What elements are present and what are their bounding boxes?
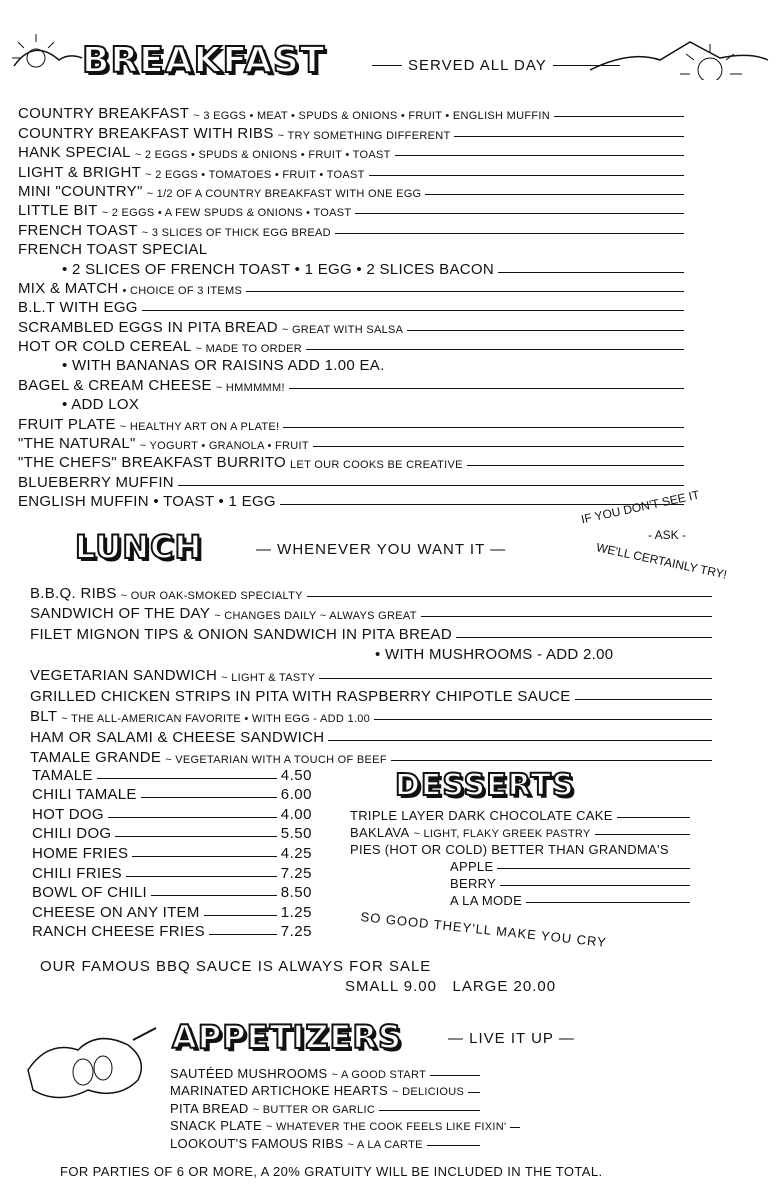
- menu-item-description: ~ 3 EGGS • MEAT • SPUDS & ONIONS • FRUIT • ENGLISH MUFFIN: [193, 110, 551, 123]
- menu-item-name: MARINATED ARTICHOKE HEARTS: [170, 1083, 389, 1099]
- menu-item-name: MIX & MATCH: [18, 279, 119, 297]
- menu-item-name: HOME FRIES: [32, 844, 129, 862]
- leader-line: [430, 1075, 480, 1076]
- menu-item: [32, 921, 312, 941]
- menu-item: [18, 219, 684, 238]
- menu-item-description: ~ CHANGES DAILY ~ ALWAYS GREAT: [214, 610, 417, 623]
- bbq-sauce-prices: SMALL 9.00 LARGE 20.00: [345, 978, 557, 995]
- gratuity-footer: FOR PARTIES OF 6 OR MORE, A 20% GRATUITY WILL BE INCLUDED IN THE TOTAL.: [60, 1164, 603, 1179]
- leader-line: [142, 310, 684, 311]
- menu-item: [30, 684, 712, 705]
- leader-line: [391, 760, 712, 761]
- leader-line: [178, 485, 684, 486]
- menu-item: [18, 161, 684, 180]
- menu-item-name: COUNTRY BREAKFAST WITH RIBS: [18, 124, 274, 142]
- menu-item-name: HAM OR SALAMI & CHEESE SANDWICH: [30, 728, 325, 746]
- menu-item-name: FILET MIGNON TIPS & ONION SANDWICH IN PITA BREAD: [30, 625, 452, 643]
- leader-line: [289, 388, 684, 389]
- leader-line: [283, 427, 684, 428]
- menu-item-name: GRILLED CHICKEN STRIPS IN PITA WITH RASPBERRY CHIPOTLE SAUCE: [30, 687, 571, 705]
- menu-item: [32, 862, 312, 882]
- menu-item-description: ~ A LA CARTE: [347, 1138, 423, 1151]
- leader-line: [468, 1092, 480, 1093]
- leader-line: [204, 915, 277, 916]
- menu-item-name: SANDWICH OF THE DAY: [30, 605, 211, 623]
- menu-item-description: ~ BUTTER OR GARLIC: [252, 1103, 376, 1116]
- menu-item: [32, 823, 312, 843]
- breakfast-title: BREAKFAST: [82, 40, 326, 81]
- leader-line: [151, 895, 277, 896]
- menu-item: [350, 874, 690, 891]
- menu-item: [32, 901, 312, 921]
- menu-item-name: SNACK PLATE: [170, 1118, 262, 1134]
- menu-item-name: CHILI FRIES: [32, 864, 122, 882]
- leader-line: [328, 740, 712, 741]
- menu-item-description: ~ 2 EGGS • TOMATOES • FRUIT • TOAST: [145, 168, 365, 181]
- leader-line: [97, 778, 277, 779]
- menu-item-description: ~ LIGHT, FLAKY GREEK PASTRY: [413, 828, 591, 840]
- menu-item: [18, 278, 684, 297]
- menu-item: [30, 622, 712, 643]
- menu-item: [32, 803, 312, 823]
- menu-item: [170, 1081, 480, 1099]
- menu-item-name: BAKLAVA: [350, 825, 410, 840]
- menu-item: [350, 840, 690, 857]
- menu-item: [30, 725, 712, 746]
- menu-item: [18, 471, 684, 490]
- lunch-subtitle: — WHENEVER YOU WANT IT —: [256, 541, 507, 558]
- menu-item: [32, 784, 312, 804]
- menu-item-name: FRENCH TOAST: [18, 221, 138, 239]
- menu-item-name: LOOKOUT'S FAMOUS RIBS: [170, 1135, 344, 1151]
- leader-line: [307, 596, 712, 597]
- menu-item-name: A LA MODE: [450, 893, 523, 908]
- menu-item: [350, 823, 690, 840]
- menu-item-price: 8.50: [280, 884, 312, 902]
- menu-item-name: FRUIT PLATE: [18, 415, 116, 433]
- menu-item-name: VEGETARIAN SANDWICH: [30, 666, 218, 684]
- leader-line: [454, 136, 684, 137]
- menu-item: [18, 491, 684, 510]
- desserts-tagline: SO GOOD THEY'LL MAKE YOU CRY: [359, 909, 608, 950]
- menu-item: [32, 882, 312, 902]
- leader-line: [306, 349, 684, 350]
- leader-line: [425, 194, 684, 195]
- leader-line: [379, 1110, 480, 1111]
- sunrise-left-icon: [4, 28, 84, 68]
- leader-line: [427, 1145, 480, 1146]
- menu-item: [18, 142, 684, 161]
- appetizers-title: APPETIZERS: [172, 1018, 403, 1056]
- leader-line: [467, 465, 684, 466]
- menu-item-name: HANK SPECIAL: [18, 144, 131, 162]
- leader-line: [595, 834, 690, 835]
- leader-line: [369, 175, 684, 176]
- menu-item-description: ~ VEGETARIAN WITH A TOUCH OF BEEF: [165, 754, 387, 767]
- menu-item: [18, 200, 684, 219]
- menu-item-description: ~ THE ALL-AMERICAN FAVORITE • WITH EGG - ADD 1.00: [61, 713, 371, 726]
- desserts-title: DESSERTS: [395, 768, 575, 803]
- lunch-aside-2: - ASK -: [648, 528, 687, 542]
- menu-item-description: • CHOICE OF 3 ITEMS: [122, 284, 243, 297]
- menu-item-description: ~ 2 EGGS • A FEW SPUDS & ONIONS • TOAST: [101, 207, 352, 220]
- leader-line: [497, 868, 690, 869]
- menu-item-name: • 2 SLICES OF FRENCH TOAST • 1 EGG • 2 SLICES BACON: [62, 260, 495, 278]
- menu-item: [30, 663, 712, 684]
- menu-item-description: LET OUR COOKS BE CREATIVE: [290, 459, 463, 472]
- leader-line: [421, 616, 712, 617]
- menu-item: [18, 394, 684, 413]
- menu-item-name: CHILI DOG: [32, 825, 112, 843]
- menu-item: [18, 181, 684, 200]
- leader-line: [510, 1127, 520, 1128]
- menu-item: [350, 891, 690, 908]
- leader-line: [395, 155, 684, 156]
- menu-item-name: RANCH CHEESE FRIES: [32, 923, 205, 941]
- menu-item-description: ~ HMMMMM!: [215, 381, 285, 394]
- menu-item: [18, 433, 684, 452]
- bbq-sauce-note: OUR FAMOUS BBQ SAUCE IS ALWAYS FOR SALE: [40, 958, 432, 975]
- menu-item-description: ~ OUR OAK-SMOKED SPECIALTY: [120, 589, 303, 602]
- menu-item-name: • WITH BANANAS OR RAISINS ADD 1.00 EA.: [62, 357, 385, 375]
- menu-item-description: ~ 1/2 OF A COUNTRY BREAKFAST WITH ONE EGG: [146, 187, 422, 200]
- leader-line: [498, 272, 684, 273]
- lunch-aside-3: WE'LL CERTAINLY TRY!: [595, 540, 729, 582]
- menu-item: [18, 355, 684, 374]
- leader-line: [141, 797, 277, 798]
- menu-item-description: ~ 2 EGGS • SPUDS & ONIONS • FRUIT • TOAST: [134, 149, 391, 162]
- leader-line: [575, 699, 712, 700]
- leader-line: [209, 934, 277, 935]
- menu-item-name: PITA BREAD: [170, 1100, 249, 1116]
- menu-item-name: COUNTRY BREAKFAST: [18, 105, 190, 123]
- menu-item-name: CHEESE ON ANY ITEM: [32, 903, 200, 921]
- menu-item-name: "THE NATURAL": [18, 435, 136, 453]
- menu-item-name: BLUEBERRY MUFFIN: [18, 473, 174, 491]
- menu-item-name: TRIPLE LAYER DARK CHOCOLATE CAKE: [350, 808, 613, 823]
- menu-item: [18, 336, 684, 355]
- menu-item: [18, 316, 684, 335]
- menu-item-name: • ADD LOX: [62, 396, 140, 414]
- menu-item-name: TAMALE GRANDE: [30, 749, 162, 767]
- menu-item-price: 5.50: [280, 825, 312, 843]
- breakfast-subtitle: SERVED ALL DAY: [372, 57, 620, 74]
- menu-item-name: BERRY: [450, 876, 497, 891]
- leader-line: [617, 817, 690, 818]
- menu-item-price: 7.25: [280, 923, 312, 941]
- menu-item: [18, 297, 684, 316]
- menu-item-name: BOWL OF CHILI: [32, 884, 148, 902]
- menu-item: [30, 705, 712, 726]
- menu-item-name: B.L.T WITH EGG: [18, 299, 138, 317]
- menu-item-name: B.B.Q. RIBS: [30, 584, 117, 602]
- menu-item-name: HOT OR COLD CEREAL: [18, 338, 192, 356]
- menu-item-description: ~ WHATEVER THE COOK FEELS LIKE FIXIN': [265, 1121, 507, 1134]
- menu-item: [18, 103, 684, 122]
- menu-item-name: LIGHT & BRIGHT: [18, 163, 142, 181]
- menu-item: [30, 581, 712, 602]
- menu-item-name: SCRAMBLED EGGS IN PITA BREAD: [18, 318, 278, 336]
- menu-item-name: APPLE: [450, 859, 494, 874]
- lunch-priced-list: [32, 764, 312, 940]
- menu-item-name: "THE CHEFS" BREAKFAST BURRITO: [18, 454, 287, 472]
- menu-item: [350, 857, 690, 874]
- breakfast-list: [18, 103, 684, 510]
- menu-item-price: 4.25: [280, 844, 312, 862]
- menu-item-name: • WITH MUSHROOMS - ADD 2.00: [375, 646, 614, 664]
- menu-item-name: CHILI TAMALE: [32, 786, 137, 804]
- menu-item: [170, 1116, 507, 1134]
- menu-item-name: HOT DOG: [32, 805, 104, 823]
- leader-line: [313, 446, 684, 447]
- menu-item-description: ~ MADE TO ORDER: [195, 343, 302, 356]
- menu-item: [170, 1063, 480, 1081]
- menu-item-price: 6.00: [280, 786, 312, 804]
- menu-item: [18, 122, 684, 141]
- menu-item: [170, 1133, 480, 1151]
- lunch-title: LUNCH: [75, 528, 203, 566]
- lunch-aside-1: IF YOU DON'T SEE IT: [579, 487, 701, 527]
- leader-line: [456, 637, 712, 638]
- menu-item-description: ~ TRY SOMETHING DIFFERENT: [277, 129, 451, 142]
- menu-item: [30, 643, 712, 664]
- menu-item: [18, 239, 684, 258]
- menu-item-description: ~ DELICIOUS: [392, 1086, 465, 1099]
- appetizers-subtitle: — LIVE IT UP —: [448, 1030, 575, 1047]
- menu-item-description: ~ GREAT WITH SALSA: [281, 323, 404, 336]
- leader-line: [554, 116, 684, 117]
- leader-line: [319, 678, 712, 679]
- leader-line: [335, 233, 684, 234]
- menu-item-name: BLT: [30, 708, 58, 726]
- menu-item: [30, 602, 712, 623]
- appetizers-list: [170, 1063, 507, 1151]
- menu-item-description: ~ YOGURT • GRANOLA • FRUIT: [139, 440, 309, 453]
- lunch-list: [30, 581, 712, 766]
- leader-line: [108, 817, 277, 818]
- menu-item-name: MINI "COUNTRY": [18, 182, 143, 200]
- menu-item: [350, 806, 690, 823]
- menu-item-name: SAUTÉED MUSHROOMS: [170, 1065, 328, 1081]
- menu-item-name: LITTLE BIT: [18, 202, 98, 220]
- menu-item-name: BAGEL & CREAM CHEESE: [18, 376, 212, 394]
- menu-item-description: ~ A GOOD START: [331, 1068, 427, 1081]
- menu-item-description: ~ 3 SLICES OF THICK EGG BREAD: [141, 226, 331, 239]
- leader-line: [126, 876, 277, 877]
- menu-item-price: 1.25: [280, 903, 312, 921]
- menu-item-name: ENGLISH MUFFIN • TOAST • 1 EGG: [18, 493, 276, 511]
- menu-item-description: ~ LIGHT & TASTY: [221, 671, 316, 684]
- menu-item-price: 4.50: [280, 766, 312, 784]
- menu-item: [32, 764, 312, 784]
- menu-item-name: TAMALE: [32, 766, 93, 784]
- leader-line: [526, 902, 690, 903]
- menu-item-price: 7.25: [280, 864, 312, 882]
- menu-item: [32, 842, 312, 862]
- leader-line: [115, 836, 276, 837]
- menu-item: [18, 413, 684, 432]
- menu-item: [18, 258, 684, 277]
- leader-line: [374, 719, 712, 720]
- menu-item-name: PIES (HOT OR COLD) BETTER THAN GRANDMA'S: [350, 842, 669, 857]
- menu-item-name: FRENCH TOAST SPECIAL: [18, 241, 208, 259]
- desserts-list: [350, 806, 690, 908]
- acorn-leaves-icon: [8, 1010, 158, 1110]
- leader-line: [246, 291, 684, 292]
- leader-line: [407, 330, 684, 331]
- menu-item: [170, 1098, 480, 1116]
- menu-item-description: ~ HEALTHY ART ON A PLATE!: [119, 420, 280, 433]
- menu-item-price: 4.00: [280, 805, 312, 823]
- menu-item: [18, 374, 684, 393]
- leader-line: [355, 213, 684, 214]
- leader-line: [132, 856, 276, 857]
- menu-item: [18, 452, 684, 471]
- leader-line: [500, 885, 690, 886]
